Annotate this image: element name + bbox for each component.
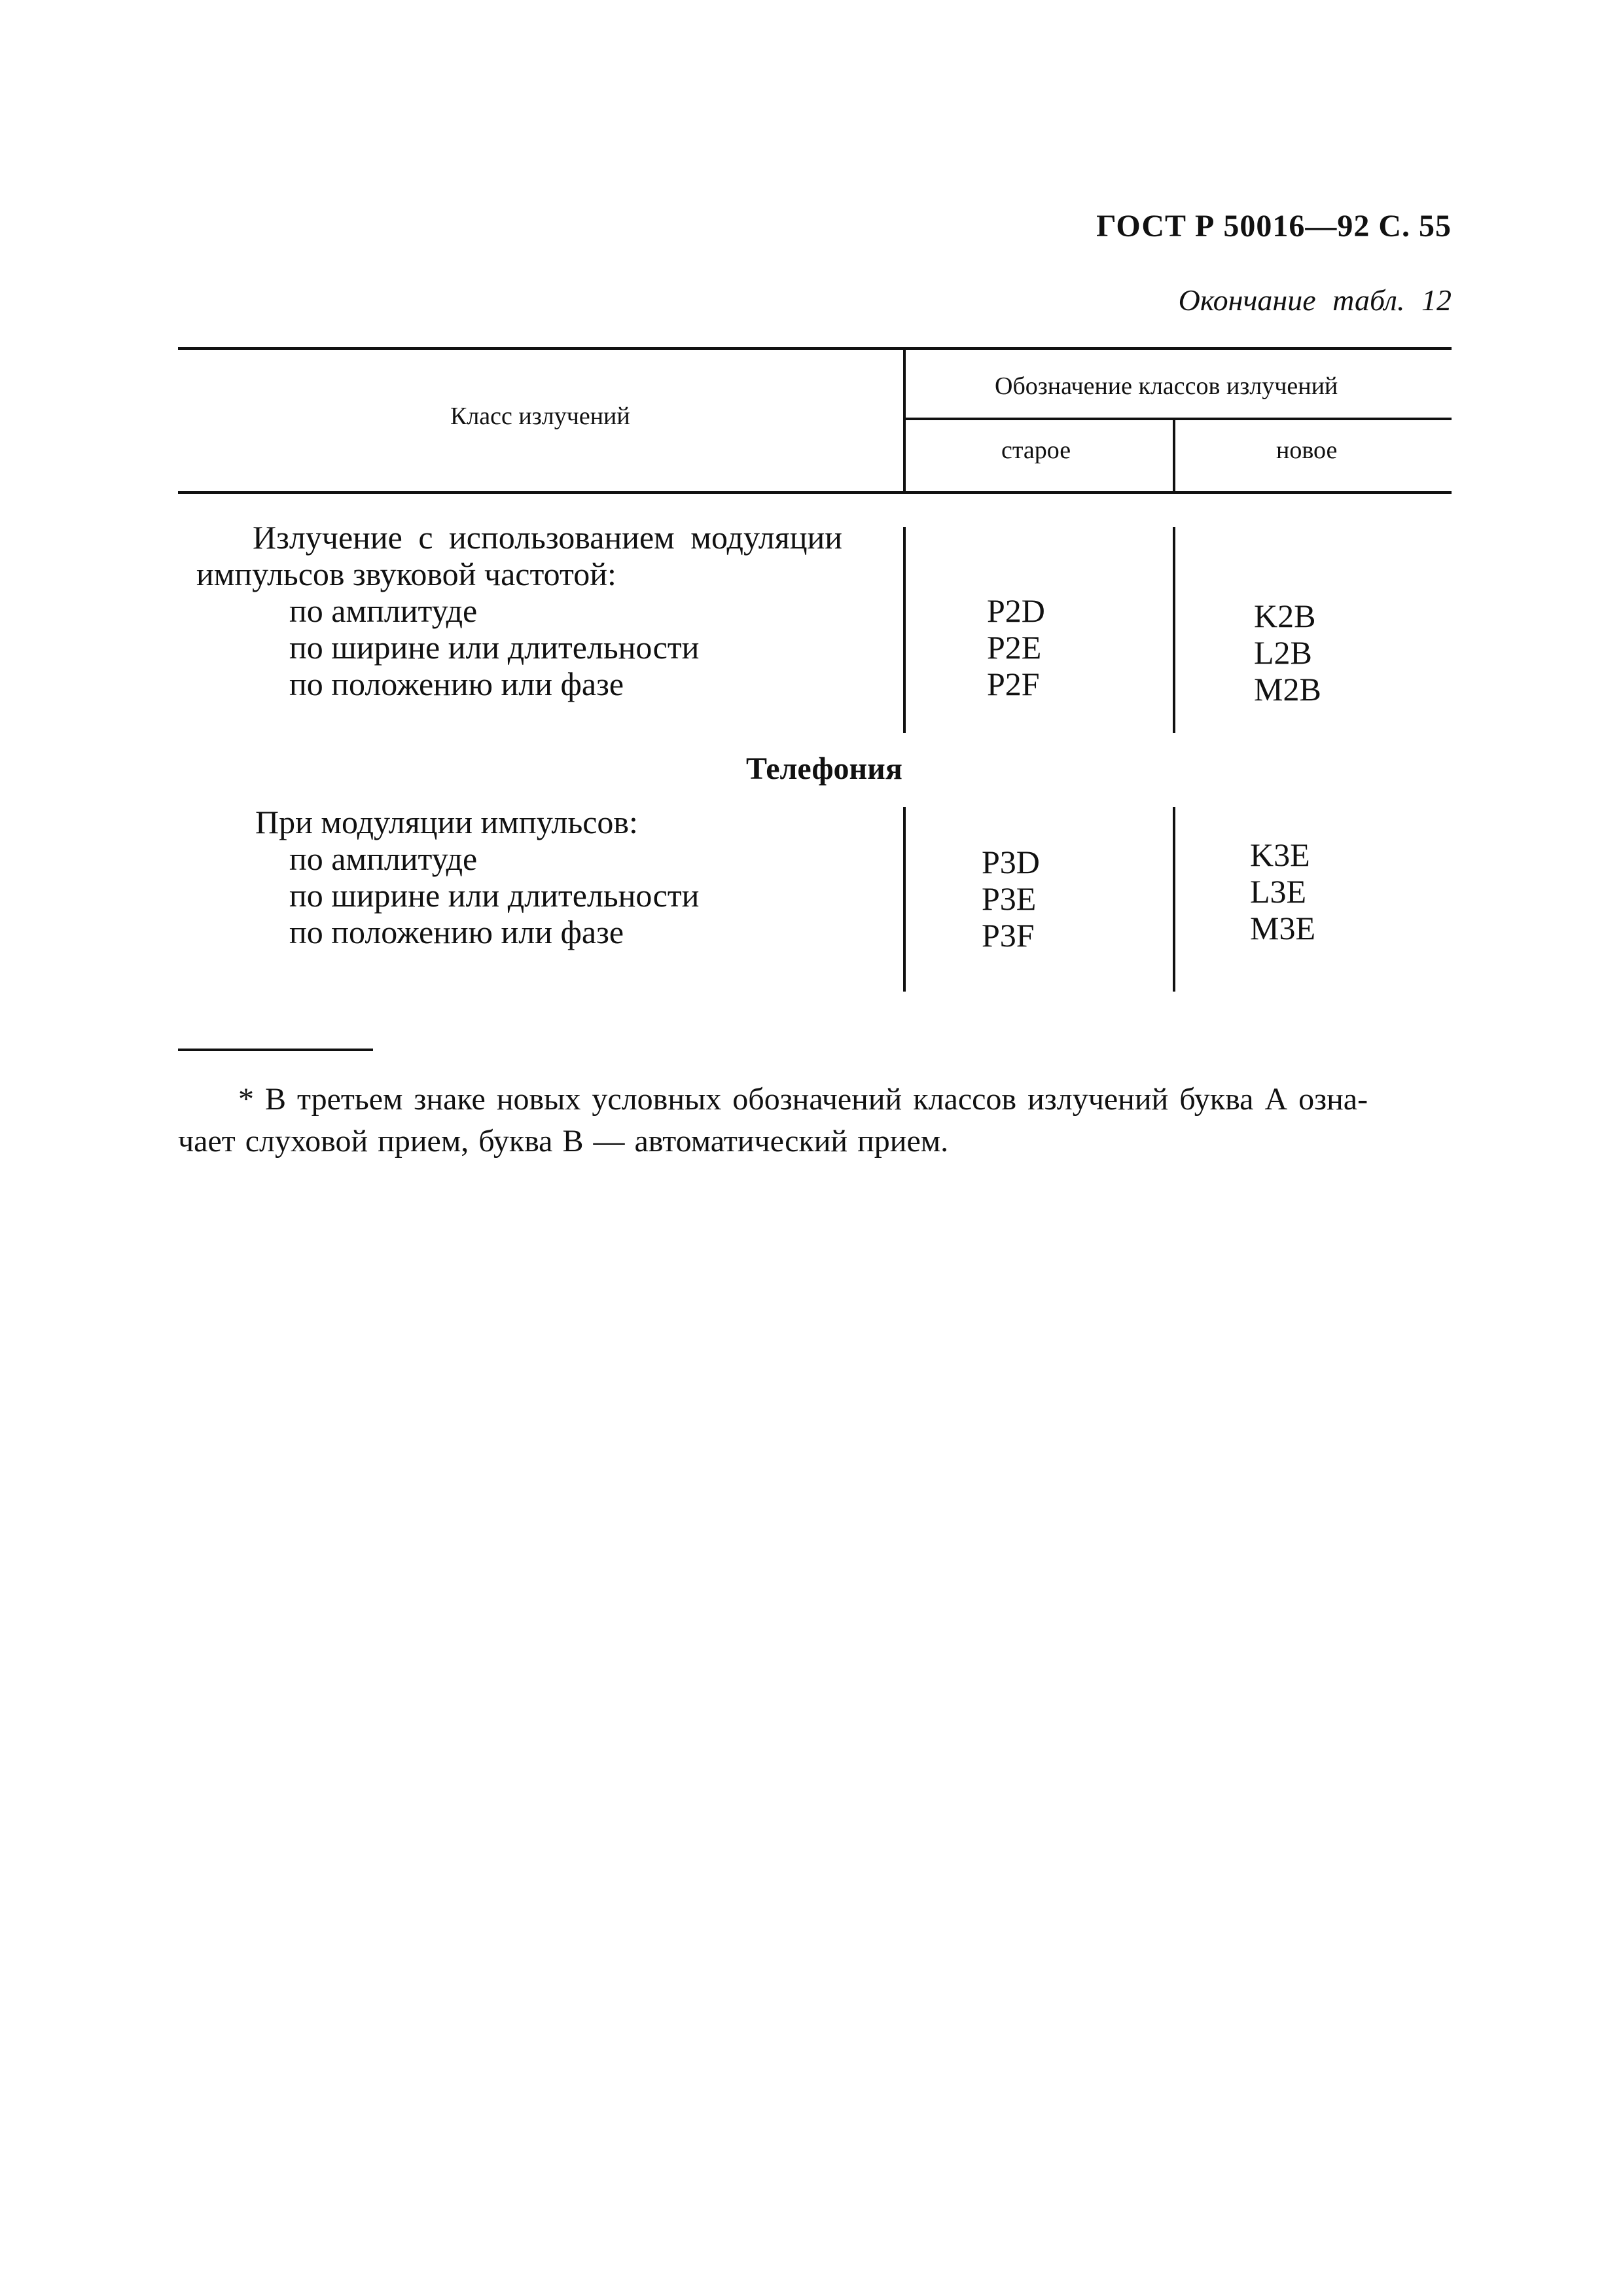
group1-row1-label: по амплитуде xyxy=(289,592,478,629)
group1-row3-label: по положению или фазе xyxy=(289,666,624,702)
group1-divider-new xyxy=(1173,527,1175,733)
group1-row3-new: M2B xyxy=(1254,671,1321,708)
group2-row2-label: по ширине или длительности xyxy=(289,877,700,914)
section-title-telephony: Телефония xyxy=(746,751,902,786)
group2-row3-label: по положению или фазе xyxy=(289,914,624,950)
group1-divider-old xyxy=(903,527,906,733)
table-continuation-label: Окончание табл. 12 xyxy=(1178,283,1452,317)
footnote-separator xyxy=(178,1049,373,1051)
header-class-of-emission: Класс излучений xyxy=(450,403,630,430)
group2-divider-old xyxy=(903,807,906,992)
group2-row2-new: L3E xyxy=(1250,873,1307,910)
group1-intro-line1: Излучение с использованием модуляции xyxy=(253,519,842,556)
table-top-rule xyxy=(178,347,1452,350)
group1-intro-line2: импульсов звуковой частотой: xyxy=(196,556,616,592)
footnote-line2: чает слуховой прием, буква В — автоматический прием. xyxy=(178,1124,949,1158)
footnote-line1: * В третьем знаке новых условных обозначений классов излучений буква А озна- xyxy=(238,1082,1368,1117)
group1-row1-new: K2B xyxy=(1254,598,1316,634)
header-old: старое xyxy=(1001,437,1071,464)
group1-row2-label: по ширине или длительности xyxy=(289,629,700,666)
group2-row2-old: P3E xyxy=(982,880,1037,917)
group1-row2-old: P2E xyxy=(987,629,1042,666)
header-sub-rule xyxy=(903,418,1452,420)
group1-row2-new: L2B xyxy=(1254,634,1312,671)
document-header: ГОСТ Р 50016—92 С. 55 xyxy=(1096,209,1452,243)
group2-row1-label: по амплитуде xyxy=(289,840,478,877)
header-designation: Обозначение классов излучений xyxy=(995,372,1338,400)
group2-row3-old: P3F xyxy=(982,917,1035,954)
header-divider-sub xyxy=(1173,418,1175,494)
footnote xyxy=(178,1079,1452,1162)
header-new: новое xyxy=(1276,437,1338,464)
group1-row3-old: P2F xyxy=(987,666,1040,702)
group2-divider-new xyxy=(1173,807,1175,992)
table-header-bottom-rule xyxy=(178,491,1452,494)
group1-row1-old: P2D xyxy=(987,592,1045,629)
header-divider-main xyxy=(903,347,906,494)
group2-row1-new: K3E xyxy=(1250,836,1310,873)
group2-row1-old: P3D xyxy=(982,844,1040,880)
group2-row3-new: M3E xyxy=(1250,910,1315,946)
group2-intro-line1: При модуляции импульсов: xyxy=(255,804,638,840)
